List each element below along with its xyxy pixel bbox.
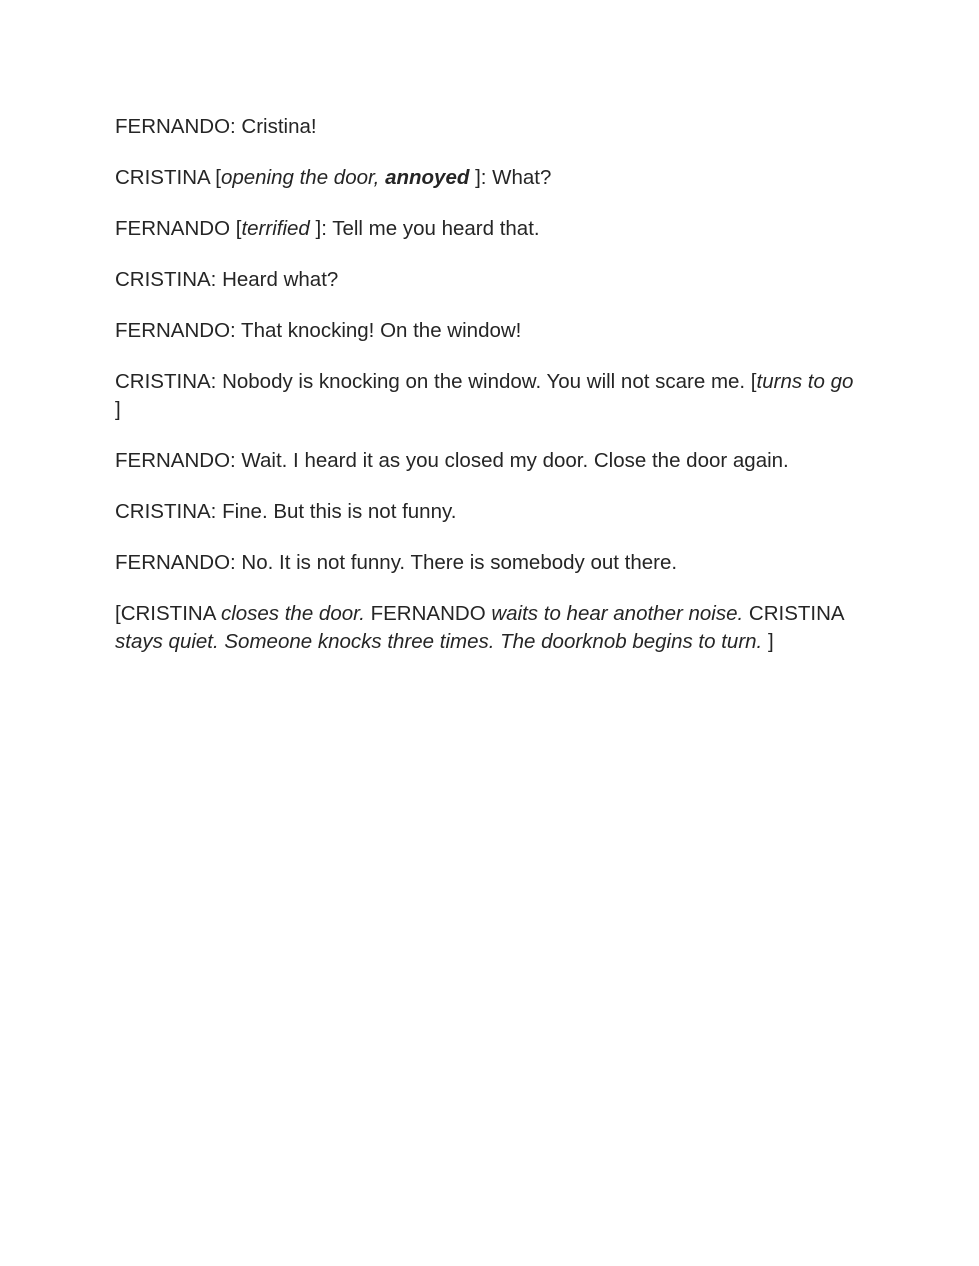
text-run-italic: waits to hear another noise. (491, 602, 744, 625)
text-run-italic: opening the door, (220, 166, 386, 189)
script-document (0, 0, 854, 656)
dialogue-fernando-5 (115, 549, 854, 577)
text-run-regular: ]: What? (469, 166, 552, 189)
text-run-regular: ] (115, 398, 121, 421)
text-run-regular: FERNANDO: Cristina! (115, 115, 317, 138)
text-run-regular: FERNANDO: No. It is not funny. There is somebody out there. (115, 551, 678, 574)
text-run-regular: [CRISTINA (115, 602, 221, 625)
text-run-italic: terrified (241, 217, 310, 240)
dialogue-cristina-4 (115, 498, 854, 526)
text-run-regular: CRISTINA [ (115, 166, 221, 189)
dialogue-fernando-4 (115, 447, 854, 475)
stage-direction-final (115, 600, 854, 656)
text-run-bold-italic: annoyed (385, 166, 470, 189)
text-run-regular: ]: Tell me you heard that. (309, 217, 540, 240)
dialogue-cristina-3 (115, 368, 854, 424)
text-run-regular: FERNANDO [ (115, 217, 242, 240)
text-run-regular: CRISTINA: Heard what? (115, 268, 339, 291)
text-run-regular: CRISTINA: Nobody is knocking on the window. You will not scare me. [ (115, 370, 757, 393)
text-run-regular: CRISTINA (743, 602, 844, 625)
text-run-italic: stays quiet. Someone knocks three times. The doorknob begins to turn. (115, 630, 763, 653)
dialogue-cristina-2 (115, 266, 854, 294)
text-run-regular: FERNANDO (364, 602, 492, 625)
dialogue-fernando-1 (115, 113, 854, 141)
text-run-regular: FERNANDO: That knocking! On the window! (115, 319, 522, 342)
dialogue-cristina-1 (115, 164, 854, 192)
dialogue-fernando-3 (115, 317, 854, 345)
text-run-regular: ] (762, 630, 774, 653)
text-run-italic: closes the door. (220, 602, 365, 625)
dialogue-fernando-2 (115, 215, 854, 243)
text-run-regular: CRISTINA: Fine. But this is not funny. (115, 500, 457, 523)
text-run-regular: FERNANDO: Wait. I heard it as you closed my door. Close the door again. (115, 449, 789, 472)
text-run-italic: turns to go (756, 370, 854, 393)
